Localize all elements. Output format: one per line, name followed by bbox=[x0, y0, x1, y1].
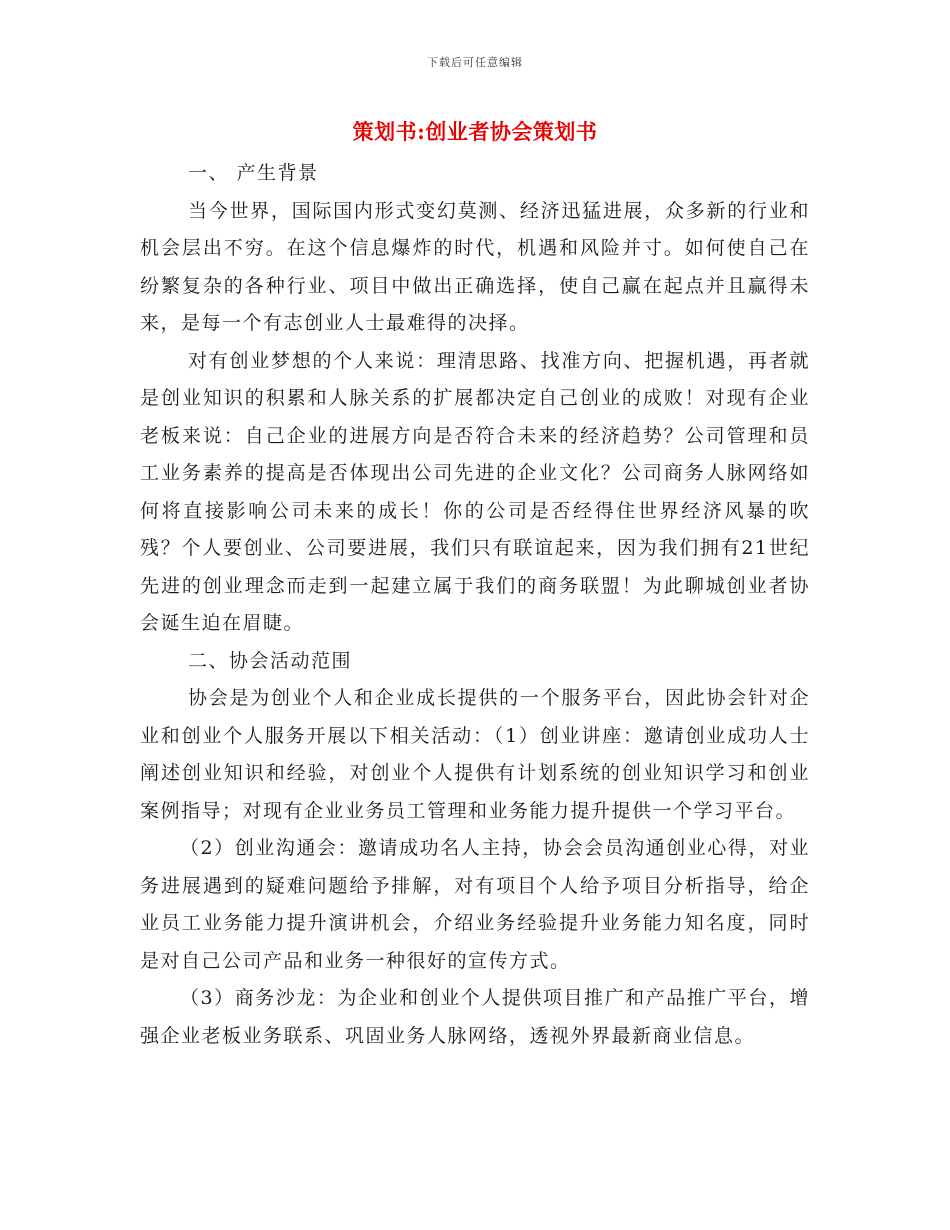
paragraph-background-1: 当今世界，国际国内形式变幻莫测、经济迅猛进展，众多新的行业和机会层出不穷。在这个信息爆炸的时代，机遇和风险并寸。如何使自己在纷繁复杂的各种行业、项目中做出正确选择，使自己赢在起点并且赢得未来，是每一个有志创业人士最难得的决择。 bbox=[140, 199, 810, 334]
section-heading-background: 一、 产生背景 bbox=[188, 162, 319, 184]
paragraph-activities-3: （3）商务沙龙：为企业和创业个人提供项目推广和产品推广平台，增强企业老板业务联系、巩固业务人脉网络，透视外界最新商业信息。 bbox=[140, 987, 810, 1047]
section-heading-activities: 二、协会活动范围 bbox=[188, 649, 353, 672]
paragraph-background-2: 对有创业梦想的个人来说：理清思路、找准方向、把握机遇，再者就是创业知识的积累和人脉关系的扩展都决定自己创业的成败！对现有企业老板来说：自己企业的进展方向是否符合未来的经济趋势？公司管理和员工业务素养的提高是否体现出公司先进的企业文化？公司商务人脉网络如何将直接影响公司未来的成长！你的公司是否经得住世界经济风暴的吹残？个人要创业、公司要进展，我们只有联谊起来，因为我们拥有21世纪先进的创业理念而走到一起建立属于我们的商务联盟！为此聊城创业者协会诞生迫在眉睫。 bbox=[140, 349, 810, 634]
paragraph-activities-1: 协会是为创业个人和企业成长提供的一个服务平台，因此协会针对企业和创业个人服务开展以下相关活动：（1）创业讲座：邀请创业成功人士阐述创业知识和经验，对创业个人提供有计划系统的创业知识学习和创业案例指导；对现有企业业务员工管理和业务能力提升提供一个学习平台。 bbox=[140, 687, 810, 822]
paragraph-activities-2: （2）创业沟通会：邀请成功名人主持，协会会员沟通创业心得，对业务进展遇到的疑难问题给予排解，对有项目个人给予项目分析指导，给企业员工业务能力提升演讲机会，介绍业务经验提升业务能力知名度，同时是对自己公司产品和业务一种很好的宣传方式。 bbox=[140, 837, 810, 972]
header-note: 下载后可任意编辑 bbox=[427, 56, 523, 69]
document-title: 策划书:创业者协会策划书 bbox=[352, 119, 598, 144]
document-body bbox=[140, 155, 810, 1055]
